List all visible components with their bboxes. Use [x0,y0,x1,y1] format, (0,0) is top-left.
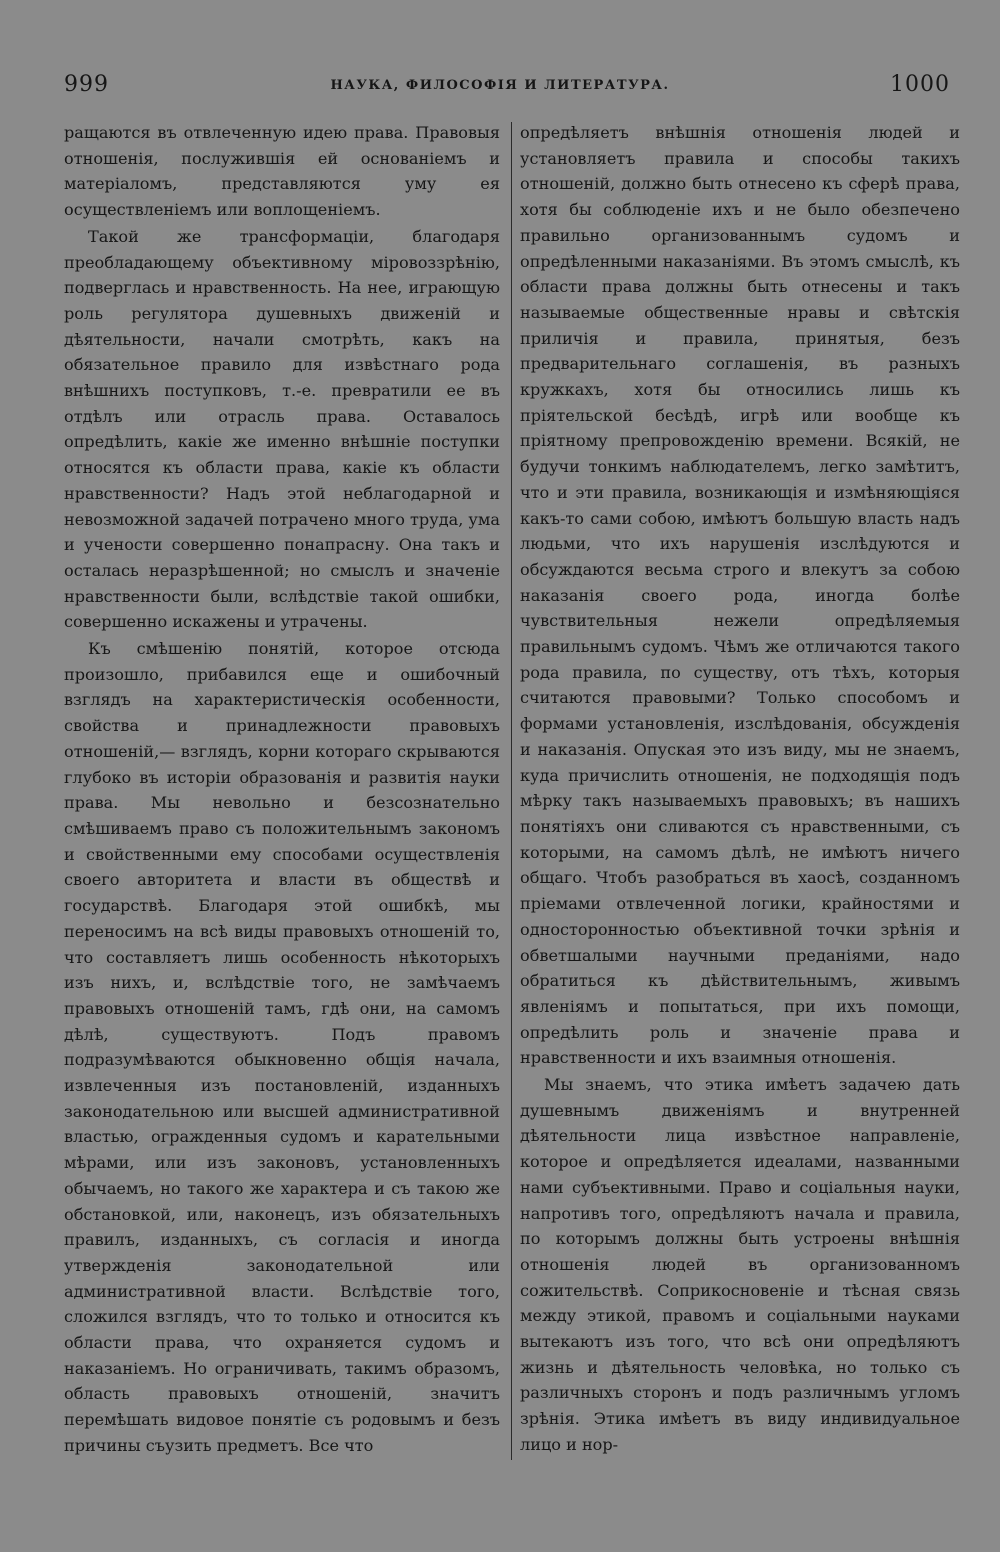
running-title: НАУКА, ФИЛОСОФІЯ И ЛИТЕРАТУРА. [330,78,670,93]
left-paragraph-1: ращаются въ отвлеченную идею права. Правовыя отношенія, послужившія ей основаніемъ и матеріаломъ, представляются уму ея осуществленіемъ или воплощеніемъ. [64,123,500,220]
left-column [64,120,500,1459]
page-number-left: 999 [64,72,109,97]
column-divider [511,122,512,1460]
page-number-right: 1000 [890,72,950,97]
page-header [0,0,1000,110]
left-paragraph-2: Такой же трансформаціи, благодаря преобладающему объективному міровоззрѣнію, подверглась и нравственность. На нее, играющую роль регулятора душевныхъ движеній и дѣятельности, начали смотрѣть, какъ на обязательное правило для извѣстнаго рода внѣшнихъ поступковъ, т.-е. превратили ее въ отдѣлъ или отрасль права. Оставалось опредѣлить, какіе же именно внѣшніе поступки относятся къ области права, какіе къ области нравственности? Надъ этой неблагодарной и невозможной задачей потрачено много труда, ума и учености совершенно понапрасну. Она такъ и осталась неразрѣшенной; но смыслъ и значеніе нравственности были, вслѣдствіе такой ошибки, совершенно искажены и утрачены. [64,226,501,632]
left-paragraph-3: Къ смѣшенію понятій, которое отсюда произошло, прибавился еще и ошибочный взглядъ на характеристическія особенности, свойства и принадлежности правовыхъ отношеній,— взглядъ, корни котораго скрываются глубоко въ исторіи образованія и развитія науки права. Мы невольно и безсознательно смѣшиваемъ право съ положительнымъ закономъ и свойственными ему способами осуществленія своего авторитета и власти въ обществѣ и государствѣ. Благодаря этой ошибкѣ, мы переносимъ на всѣ виды правовыхъ отношеній то, что составляетъ лишь особенность нѣкоторыхъ изъ нихъ, и, вслѣдствіе того, не замѣчаемъ правовыхъ отношеній тамъ, гдѣ они, на самомъ дѣлѣ, существуютъ. Подъ правомъ подразумѣваются обыкновенно общія начала, извлеченныя изъ постановленій, изданныхъ законодательною или высшей административной властью, огражденныя судомъ и карательными мѣрами, или изъ законовъ, установленныхъ обычаемъ, но такого же характера и съ такою же обстановкой, или, наконецъ, изъ обязательныхъ правилъ, изданныхъ, съ согласія и иногда утвержденія законодательной или административной власти. Вслѣдствіе того, сложился взглядъ, что то только и относится къ области права, что охраняется судомъ и наказаніемъ. Но ограничивать, такимъ образомъ, область правовыхъ отношеній, значитъ перемѣшать видовое понятіе съ родовымъ и безъ причины съузить предметъ. Все что [64,639,500,1455]
right-paragraph-1: опредѣляетъ внѣшнія отношенія людей и установляетъ правила и способы такихъ отношеній, должно быть отнесено къ сферѣ права, хотя бы соблюденіе ихъ и не было обезпечено правильно организованнымъ судомъ и опредѣленными наказаніями. Въ этомъ смыслѣ, къ области права должны быть отнесены и такъ называемые общественные нравы и свѣтскія приличія и правила, принятыя, безъ предварительнаго соглашенія, въ разныхъ кружкахъ, хотя бы относились лишь къ пріятельской бесѣдѣ, игрѣ или вообще къ пріятному препровожденію времени. Всякій, не будучи тонкимъ наблюдателемъ, легко замѣтитъ, что и эти правила, возникающія и измѣняющіяся какъ-то сами собою, имѣютъ большую власть надъ людьми, что ихъ нарушенія изслѣдуются и обсуждаются весьма строго и влекутъ за собою наказанія своего рода, иногда болѣе чувствительныя нежели опредѣляемыя правильнымъ судомъ. Чѣмъ же отличаются такого рода правила, по существу, отъ тѣхъ, которыя считаются правовыми? Только способомъ и формами установленія, изслѣдованія, обсужденія и наказанія. Опуская это изъ виду, мы не знаемъ, куда причислить отношенія, не подходящія подъ мѣрку такъ называемыхъ правовыхъ; въ нашихъ понятіяхъ они сливаются съ нравственными, съ которыми, на самомъ дѣлѣ, не имѣютъ ничего общаго. Чтобъ разобраться въ хаосѣ, созданномъ пріемами отвлеченной логики, крайностями и односторонностью объективной точки зрѣнія и обветшалыми научными преданіями, надо обратиться къ дѣйствительнымъ, живымъ явленіямъ и попытаться, при ихъ помощи, опредѣлить роль и значеніе права и нравственности и ихъ взаимныя отношенія. [520,123,960,1068]
right-paragraph-2: Мы знаемъ, что этика имѣетъ задачею дать душевнымъ движеніямъ и внутренней дѣятельности лица извѣстное направленіе, которое и опредѣляется идеалами, названными нами субъективными. Право и соціальныя науки, напротивъ того, опредѣляютъ начала и правила, по которымъ должны быть устроены внѣшнія отношенія людей въ организованномъ сожительствѣ. Соприкосновеніе и тѣсная связь между этикой, правомъ и соціальными науками вытекаютъ изъ того, что всѣ они опредѣляютъ жизнь и дѣятельность человѣка, но только съ различныхъ сторонъ и подъ различнымъ угломъ зрѣнія. Этика имѣетъ въ виду индивидуальное лицо и нор- [520,1075,960,1454]
right-column [520,120,960,1458]
